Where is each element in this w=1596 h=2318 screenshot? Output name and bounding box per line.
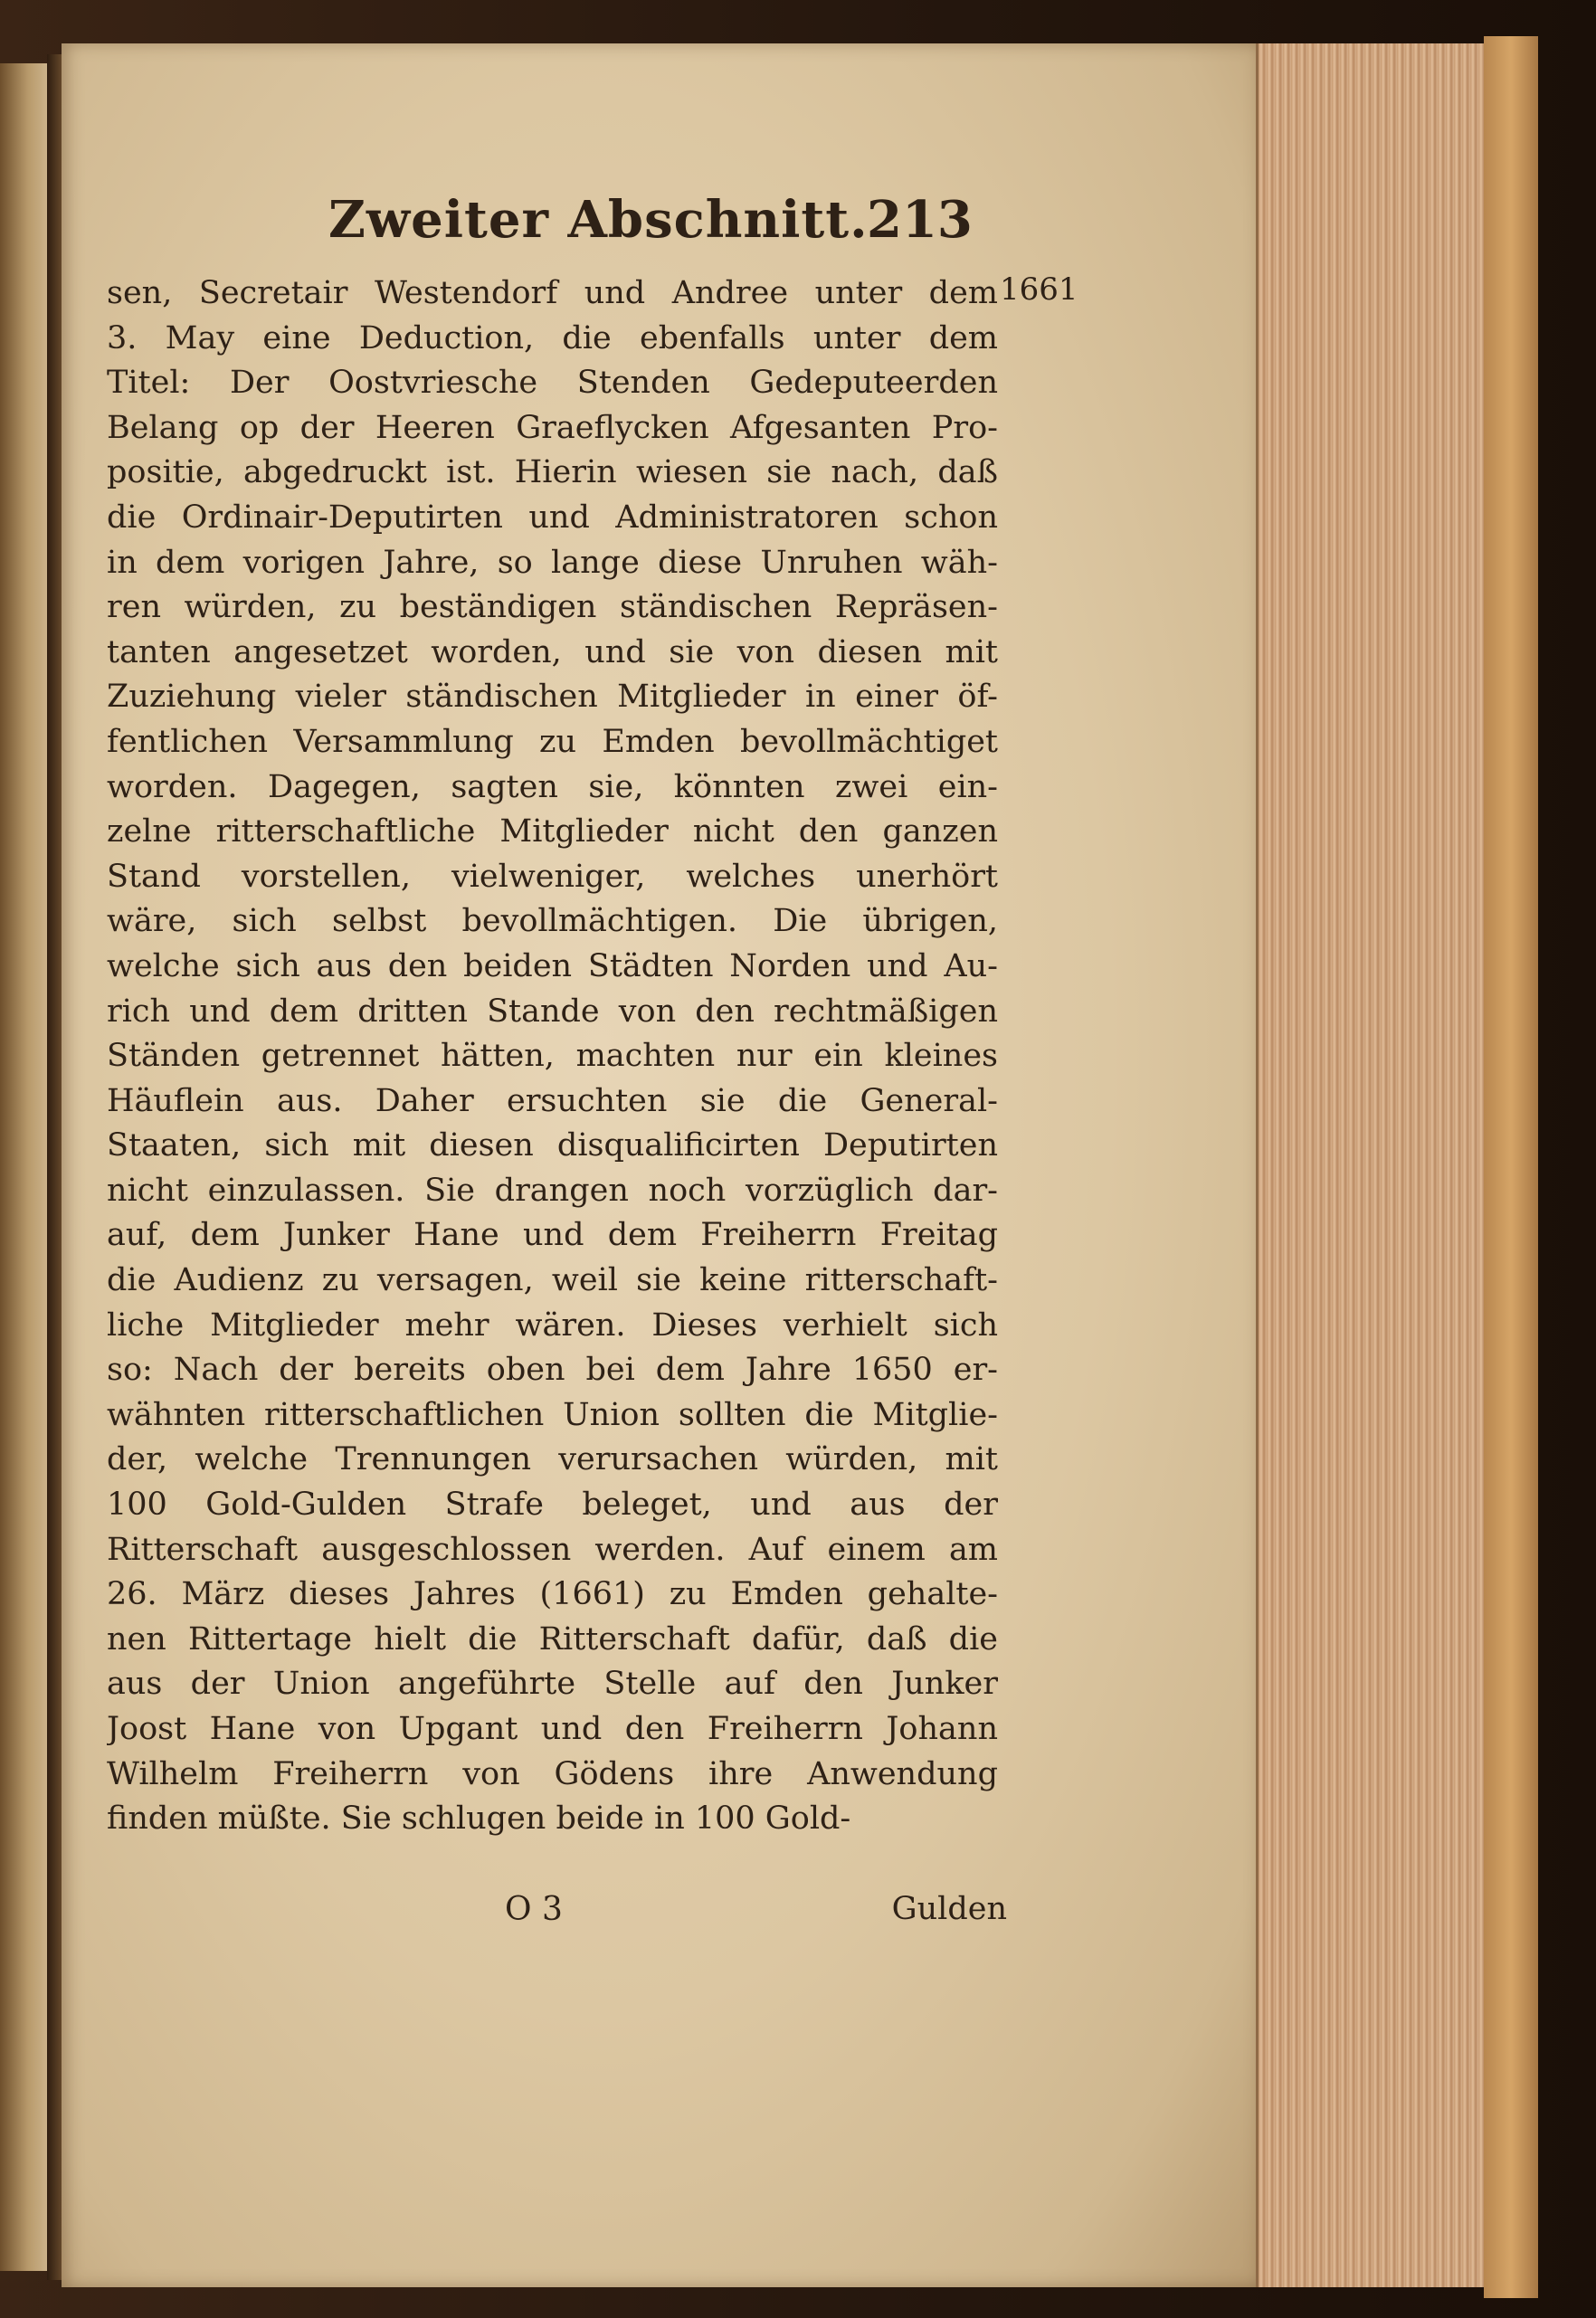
text-line: der, welche Trennungen verursachen würden, mit: [107, 1441, 998, 1478]
text-line: rich und dem dritten Stande von den rechtmäßigen: [107, 993, 998, 1030]
text-line: sen, Secretair Westendorf und Andree unter dem: [107, 275, 998, 311]
page-number: 213: [867, 190, 973, 250]
text-line: Wilhelm Freiherrn von Gödens ihre Anwendung: [107, 1755, 998, 1792]
text-line: wäre, sich selbst bevollmächtigen. Die übrigen,: [107, 903, 998, 940]
text-line: zelne ritterschaftliche Mitglieder nicht den ganzen: [107, 813, 998, 850]
running-title: Zweiter Abschnitt.: [328, 190, 869, 250]
text-line: ren würden, zu beständigen ständischen Repräsen-: [107, 589, 998, 626]
left-page-edge: [0, 63, 49, 2271]
catchword: Gulden: [891, 1891, 1007, 1927]
page-text-block: [107, 190, 1007, 1928]
text-line: fentlichen Versammlung zu Emden bevollmächtiget: [107, 723, 998, 760]
text-line: welche sich aus den beiden Städten Norden und Au-: [107, 947, 998, 984]
text-line: Belang op der Heeren Graeflycken Afgesanten Pro-: [107, 409, 998, 446]
text-line: Staaten, sich mit diesen disqualificirten Deputirten: [107, 1127, 998, 1164]
text-line: Häuflein aus. Daher ersuchten sie die General-: [107, 1082, 998, 1119]
text-line: 3. May eine Deduction, die ebenfalls unter dem: [107, 319, 998, 356]
margin-year-note: 1661: [1000, 271, 1078, 308]
text-line: 100 Gold-Gulden Strafe beleget, und aus der: [107, 1487, 998, 1524]
text-line: nicht einzulassen. Sie drangen noch vorzüglich dar-: [107, 1172, 998, 1209]
text-line: die Ordinair-Deputirten und Administratoren schon: [107, 499, 998, 536]
body-text: [107, 271, 998, 1842]
text-line: Ritterschaft ausgeschlossen werden. Auf einem am: [107, 1531, 998, 1568]
text-line: Ständen getrennet hätten, machten nur ein kleines: [107, 1038, 998, 1075]
page-footer: [107, 1891, 1007, 1936]
text-line: auf, dem Junker Hane und dem Freiherrn Freitag: [107, 1217, 998, 1254]
text-line: positie, abgedruckt ist. Hierin wiesen sie nach, daß: [107, 454, 998, 491]
text-line: tanten angesetzet worden, und sie von diesen mit: [107, 633, 998, 670]
text-line: finden müßte. Sie schlugen beide in 100 Gold-: [107, 1800, 851, 1838]
book-cover-edge: [1484, 36, 1538, 2298]
text-line: Zuziehung vieler ständischen Mitglieder in einer öf-: [107, 679, 998, 716]
text-line: nen Rittertage hielt die Ritterschaft dafür, daß die: [107, 1620, 998, 1658]
text-line: aus der Union angeführte Stelle auf den Junker: [107, 1666, 998, 1703]
text-line: 26. März dieses Jahres (1661) zu Emden gehalte-: [107, 1576, 998, 1613]
text-line: die Audienz zu versagen, weil sie keine ritterschaft-: [107, 1262, 998, 1299]
text-line: so: Nach der bereits oben bei dem Jahre 1650 er-: [107, 1352, 998, 1389]
text-line: worden. Dagegen, sagten sie, könnten zwei ein-: [107, 768, 998, 805]
signature-mark: O 3: [505, 1891, 563, 1928]
text-line: liche Mitglieder mehr wären. Dieses verhielt sich: [107, 1306, 998, 1344]
text-line: Joost Hane von Upgant und den Freiherrn Johann: [107, 1711, 998, 1747]
text-line: in dem vorigen Jahre, so lange diese Unruhen wäh-: [107, 544, 998, 581]
text-line: wähnten ritterschaftlichen Union sollten die Mitglie-: [107, 1396, 998, 1433]
text-line: Stand vorstellen, vielweniger, welches unerhört: [107, 858, 998, 895]
text-line: Titel: Der Oostvriesche Stenden Gedeputeerden: [107, 365, 998, 402]
running-header: [107, 190, 998, 262]
